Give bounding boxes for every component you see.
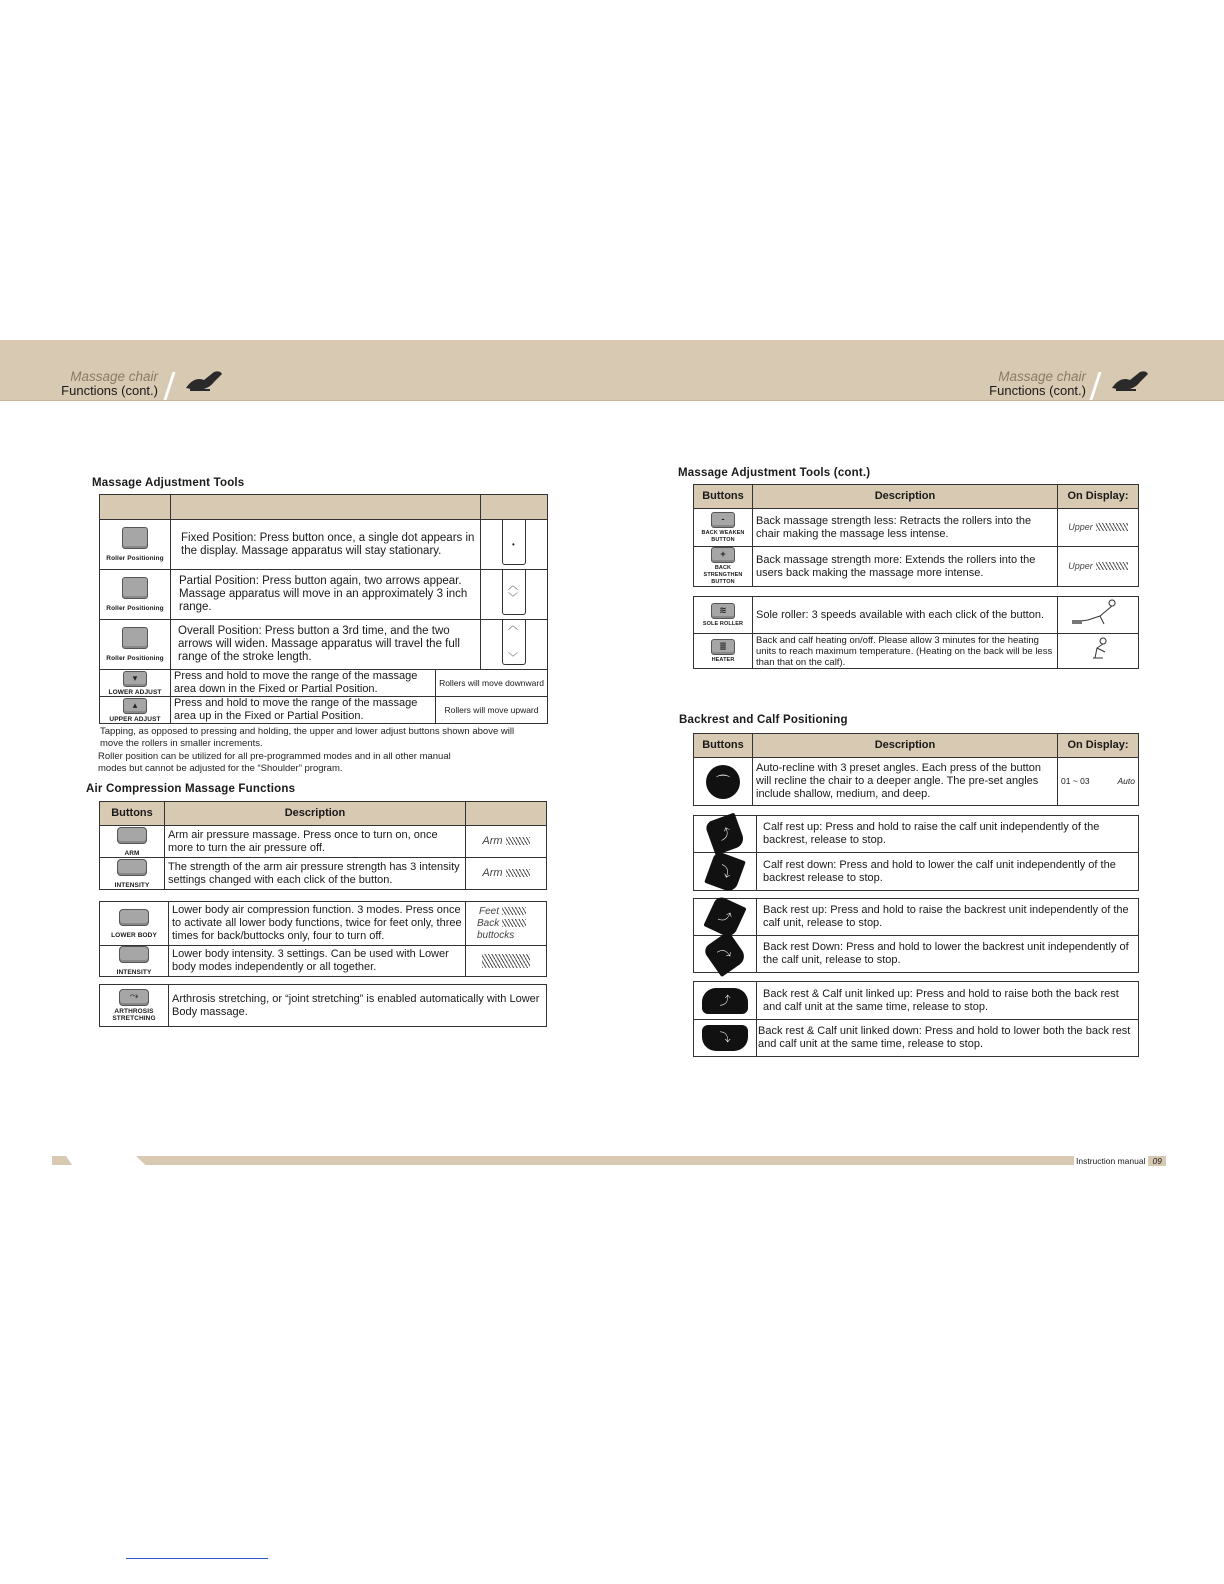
strength-table <box>693 484 1139 587</box>
back-display: Back <box>477 917 500 929</box>
fixed-position-display: • <box>481 520 548 570</box>
upper-adjust-button[interactable]: ▴ UPPER ADJUST <box>100 697 171 724</box>
recline-range: 01 ~ 03 <box>1061 776 1090 786</box>
row-desc: Auto-recline with 3 preset angles. Each press of the button will recline the chair to a deeper angle. The pre-set angles include shallow, medium, and deep. <box>753 758 1058 806</box>
table-row <box>694 597 1139 634</box>
roller-positioning-button[interactable]: Roller Positioning <box>100 520 171 570</box>
table-row <box>100 858 547 890</box>
footer-bar-left <box>52 1156 72 1165</box>
roller-positioning-button[interactable]: Roller Positioning <box>100 570 171 620</box>
row-desc: Overall Position: Press button a 3rd time, and the two arrows will widen. Massage apparatus will travel the full range of the stroke length. <box>171 620 481 670</box>
calf-up-button[interactable]: ⤴ <box>694 816 757 853</box>
table-row <box>694 982 1139 1020</box>
arm-button[interactable]: ARM <box>100 826 165 858</box>
footer-bar <box>136 1156 1074 1165</box>
lower-intensity-button[interactable]: INTENSITY <box>100 946 169 977</box>
air-header-buttons: Buttons <box>100 802 165 826</box>
heater-figure <box>1058 634 1139 669</box>
lower-adjust-button[interactable]: ▾ LOWER ADJUST <box>100 670 171 697</box>
row-desc: Back rest up: Press and hold to raise the backrest unit independently of the calf unit, release to stop. <box>757 899 1139 936</box>
table-row <box>694 1020 1139 1057</box>
linked-table <box>693 981 1139 1057</box>
right-header-title: Functions (cont.) <box>989 383 1086 398</box>
roller-positioning-button[interactable]: Roller Positioning <box>100 620 171 670</box>
buttocks-display: buttocks <box>477 929 515 941</box>
auto-recline-button[interactable] <box>694 758 753 806</box>
left-header <box>60 370 158 398</box>
row-display: Rollers will move upward <box>444 704 539 715</box>
row-desc: Lower body intensity. 3 settings. Can be used with Lower body modes independently or all together. <box>169 946 466 977</box>
row-desc: Back and calf heating on/off. Please allow 3 minutes for the heating units to reach maximum temperature. (Heating on the back will be less than that on the calf). <box>753 634 1058 669</box>
level-bars <box>506 869 530 877</box>
adjust-title: Massage Adjustment Tools <box>92 477 245 489</box>
air-header-display <box>466 802 547 826</box>
table-row <box>100 946 547 977</box>
right-header <box>986 370 1086 398</box>
adjust-header-buttons <box>100 495 171 520</box>
recline-mode: Auto <box>1117 776 1135 786</box>
table-row <box>694 853 1139 891</box>
table-row <box>694 547 1139 587</box>
header-desc: Description <box>753 485 1058 509</box>
page-number: 09 <box>1148 1156 1165 1166</box>
table-row <box>100 985 547 1027</box>
calf-table <box>693 815 1139 891</box>
recline-icon: ⌒ <box>706 765 740 799</box>
row-desc: Calf rest down: Press and hold to lower the calf unit independently of the backrest release to stop. <box>757 853 1139 891</box>
arm-display: Arm <box>482 835 503 847</box>
table-row <box>100 902 547 946</box>
back-strengthen-button[interactable]: + BACK STRENGTHEN BUTTON <box>694 547 753 587</box>
table-row <box>100 826 547 858</box>
level-bars <box>506 837 530 845</box>
back-down-button[interactable]: ⤵ <box>694 936 757 973</box>
feet-display: Feet <box>479 905 500 917</box>
calf-down-button[interactable]: ⤵ <box>694 853 757 891</box>
partial-position-display: ︿ ﹀ <box>481 570 548 620</box>
row-desc: Arthrosis stretching, or “joint stretching” is enabled automatically with Lower Body massage. <box>169 985 547 1027</box>
overall-position-display: ︿ ﹀ <box>481 620 548 670</box>
row-desc: Back rest & Calf unit linked down: Press and hold to lower both the back rest and calf unit at the same time, release to stop. <box>757 1020 1139 1057</box>
reclined-person-icon <box>1068 598 1128 628</box>
arm-display: Arm <box>482 867 503 879</box>
header-buttons: Buttons <box>694 485 753 509</box>
row-desc: Back massage strength less: Retracts the rollers into the chair making the massage less intense. <box>753 509 1058 547</box>
air-title: Air Compression Massage Functions <box>86 783 296 795</box>
adjust-header-display <box>481 495 548 520</box>
bottom-line <box>126 1558 268 1559</box>
row-desc: Fixed Position: Press button once, a single dot appears in the display. Massage apparatus will stay stationary. <box>171 520 481 570</box>
tapping-note: Tapping, as opposed to pressing and holding, the upper and lower adjust buttons shown above will move the rollers in smaller increments. <box>100 726 515 749</box>
table-row <box>694 758 1139 806</box>
lower-intensity-display <box>466 946 547 977</box>
row-desc: Press and hold to move the range of the massage area up in the Fixed or Partial Position. <box>171 697 436 723</box>
header-desc: Description <box>753 734 1058 758</box>
row-desc: Back rest & Calf unit linked up: Press and hold to raise both the back rest and calf unit at the same time, release to stop. <box>757 982 1139 1020</box>
row-desc: The strength of the arm air pressure strength has 3 intensity settings changed with each click of the button. <box>165 858 466 890</box>
left-header-subtitle: Massage chair <box>70 369 158 384</box>
table-row <box>100 697 548 724</box>
table-row <box>100 670 548 697</box>
chair-icon <box>184 368 224 394</box>
seated-person-icon <box>1083 634 1113 664</box>
sole-heater-table <box>693 596 1139 669</box>
row-desc: Arm air pressure massage. Press once to turn on, once more to turn the air pressure off. <box>165 826 466 858</box>
back-table <box>693 898 1139 973</box>
header-display: On Display: <box>1058 485 1139 509</box>
recline-table <box>693 733 1139 806</box>
row-desc: Partial Position: Press button again, two arrows appear. Massage apparatus will move in an approximately 3 inch range. <box>171 570 481 620</box>
lower-body-button[interactable]: LOWER BODY <box>100 902 169 946</box>
left-header-title: Functions (cont.) <box>61 383 158 398</box>
adjust-table <box>99 494 548 724</box>
backrest-title: Backrest and Calf Positioning <box>679 714 848 726</box>
sole-roller-figure <box>1058 597 1139 634</box>
arm-intensity-button[interactable]: INTENSITY <box>100 858 165 890</box>
upper-display: Upper <box>1068 522 1093 532</box>
row-desc: Back rest Down: Press and hold to lower the backrest unit independently of the calf unit, release to stop. <box>757 936 1139 973</box>
header-display: On Display: <box>1058 734 1139 758</box>
linked-down-button[interactable]: ⤵ <box>694 1020 757 1057</box>
row-display: Rollers will move downward <box>439 677 544 688</box>
adjust-header-desc <box>171 495 481 520</box>
air-header-desc: Description <box>165 802 466 826</box>
table-row <box>100 620 548 670</box>
arthrosis-stretching-button[interactable]: ⤳ ARTHROSIS STRETCHING <box>100 985 169 1027</box>
table-row <box>694 936 1139 973</box>
arthrosis-table <box>99 984 547 1027</box>
heater-button[interactable]: ≣ HEATER <box>694 634 753 669</box>
table-row <box>694 509 1139 547</box>
table-row <box>694 899 1139 936</box>
right-header-subtitle: Massage chair <box>998 369 1086 384</box>
adjust-cont-title: Massage Adjustment Tools (cont.) <box>678 467 871 479</box>
back-up-button[interactable]: ⤴ <box>694 899 757 936</box>
air-table <box>99 801 547 890</box>
header-buttons: Buttons <box>694 734 753 758</box>
upper-display: Upper <box>1068 561 1093 571</box>
row-desc: Back massage strength more: Extends the rollers into the users back making the massage more intense. <box>753 547 1058 587</box>
footer-page <box>1076 1156 1166 1166</box>
table-row <box>100 520 548 570</box>
linked-up-button[interactable]: ⤴ <box>694 982 757 1020</box>
row-desc: Sole roller: 3 speeds available with each click of the button. <box>753 597 1058 634</box>
sole-roller-button[interactable]: ≋ SOLE ROLLER <box>694 597 753 634</box>
chair-icon <box>1110 368 1150 394</box>
table-row <box>694 634 1139 669</box>
table-row <box>694 816 1139 853</box>
footer-label: Instruction manual <box>1076 1156 1146 1166</box>
table-row <box>100 570 548 620</box>
row-desc: Lower body air compression function. 3 modes. Press once to activate all lower body functions, twice for feet only, three times for back/buttocks only, four to turn off. <box>169 902 466 946</box>
back-weaken-button[interactable]: - BACK WEAKEN BUTTON <box>694 509 753 547</box>
row-desc: Calf rest up: Press and hold to raise the calf unit independently of the backrest, release to stop. <box>757 816 1139 853</box>
row-desc: Press and hold to move the range of the massage area down in the Fixed or Partial Position. <box>171 670 436 696</box>
lower-body-table <box>99 901 547 977</box>
roller-note: Roller position can be utilized for all pre-programmed modes and in all other manual modes but cannot be adjusted for the “Shoulder” program. <box>98 751 451 774</box>
